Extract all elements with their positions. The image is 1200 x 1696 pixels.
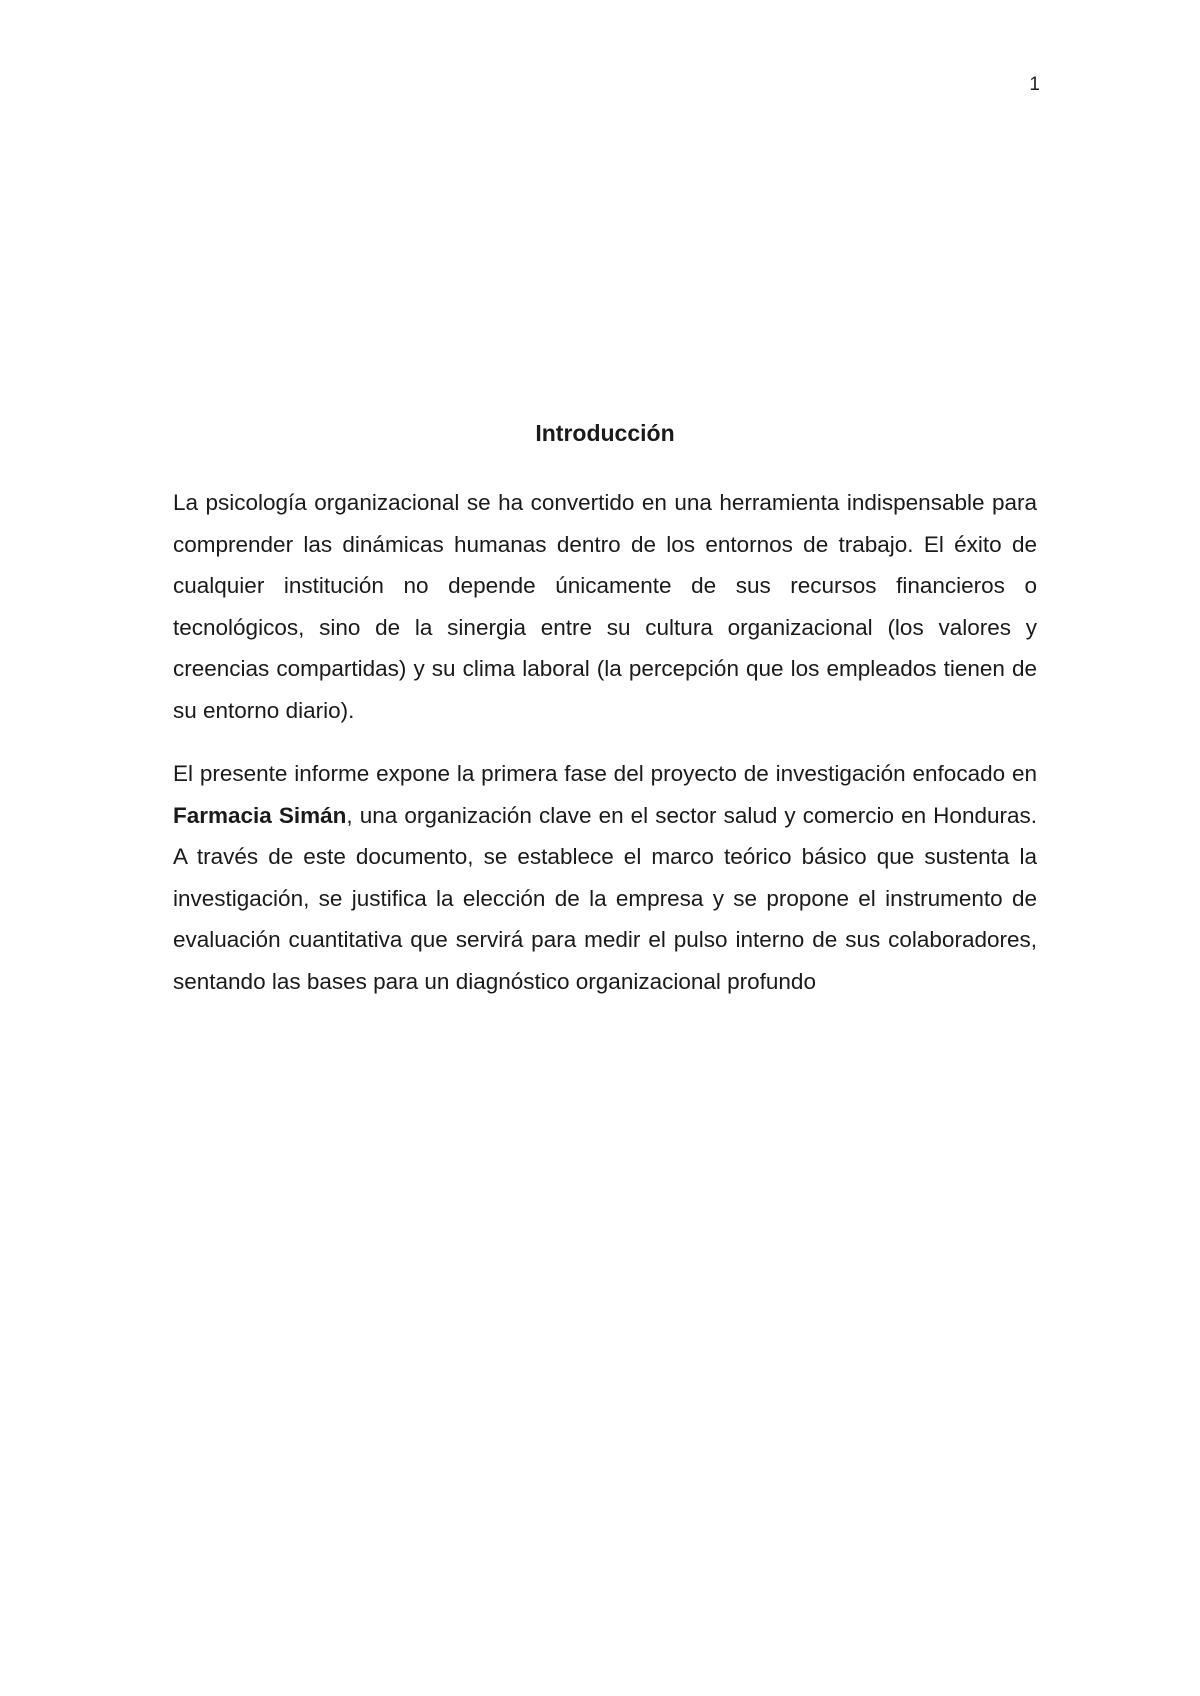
company-name: Farmacia Simán	[173, 802, 347, 828]
paragraph-2-text-before: El presente informe expone la primera fase del proyecto de investigación enfocado en	[173, 761, 1037, 786]
document-body	[173, 418, 1037, 1002]
intro-paragraph-2	[173, 753, 1037, 1002]
intro-paragraph-1: La psicología organizacional se ha convertido en una herramienta indispensable para comprender las dinámicas humanas dentro de los entornos de trabajo. El éxito de cualquier institución no depende únicamente de sus recursos financieros o tecnológicos, sino de la sinergia entre su cultura organizacional (los valores y creencias compartidas) y su clima laboral (la percepción que los empleados tienen de su entorno diario).	[173, 490, 1037, 723]
page-number: 1	[1029, 74, 1040, 95]
document-title: Introducción	[535, 420, 675, 446]
paragraph-2-text-after: , una organización clave en el sector salud y comercio en Honduras. A través de este documento, se establece el marco teórico básico que sustenta la investigación, se justifica la elección de la empresa y se propone el instrumento de evaluación cuantitativa que servirá para medir el pulso interno de sus colaboradores, sentando las bases para un diagnóstico organizacional profundo	[173, 802, 1037, 994]
